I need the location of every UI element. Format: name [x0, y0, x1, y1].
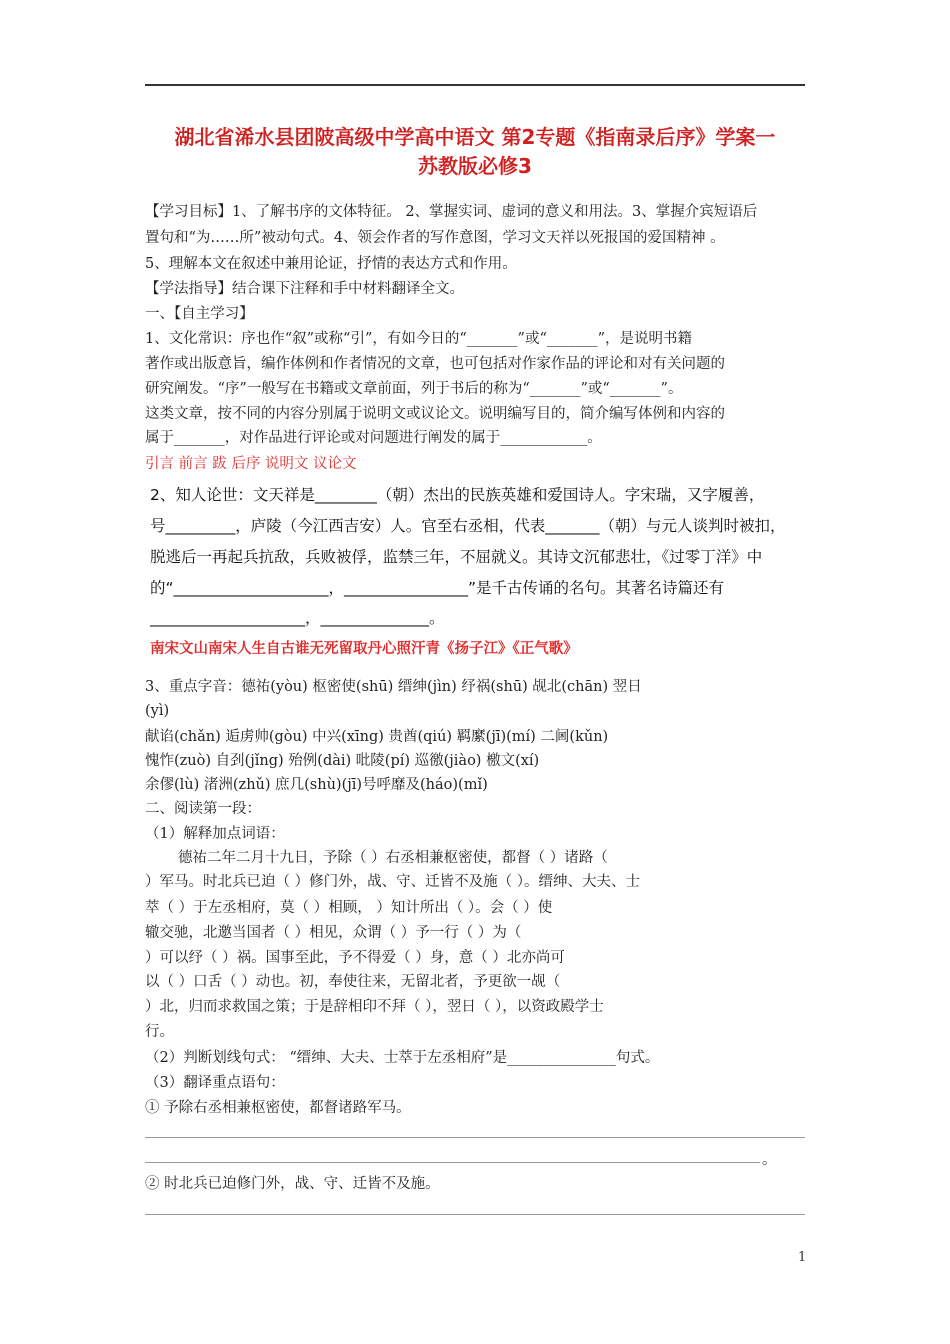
part1-line5: ）可以纾（ ）祸。国事至此，予不得爱（ ）身，意（ ）北亦尚可	[145, 950, 565, 966]
q1-line1: 1、文化常识：序也作“叙”或称“引”，有如今日的“_______”或“_______”，是说明书籍	[145, 331, 693, 347]
header-rule	[145, 84, 805, 86]
part3-heading: （3）翻译重点语句：	[145, 1075, 285, 1091]
answer-line-2[interactable]	[145, 1162, 760, 1163]
part1-line7: ）北，归而求救国之策；于是辞相印不拜（ ），翌日（ ），以资政殿学士	[145, 999, 604, 1015]
q1-line5: 属于_______，对作品进行评论或对问题进行阐发的属于____________。	[145, 430, 602, 446]
q1-line3: 研究阐发。“序”一般写在书籍或文章前面，列于书后的称为“_______”或“_______”。	[145, 381, 683, 397]
q1-answer: 引言 前言 跋 后序 说明文 议论文	[145, 456, 357, 472]
part1-line4: 辙交驰，北邀当国者（ ）相见，众谓（ ）予一行（ ）为（	[145, 925, 522, 941]
part1-line3: 萃（ ）于左丞相府，莫（ ）相顾， ）知计所出（ ）。会（ ）使	[145, 900, 553, 916]
part2-line: （2）判断划线句式： “缙绅、大夫、士萃于左丞相府”是_______________句式。	[145, 1050, 660, 1066]
doc-title-line2: 苏教版必修3	[418, 154, 532, 178]
q3-line5: 余僇(lù) 渚洲(zhǔ) 庶几(shù)(jī)号呼靡及(háo)(mǐ)	[145, 777, 488, 793]
q2-line1: 2、知人论世：文天祥是________（朝）杰出的民族英雄和爱国诗人。字宋瑞，又字履善，	[150, 486, 765, 504]
section-1-heading: 一、【自主学习】	[145, 306, 254, 322]
part1-line8: 行。	[145, 1024, 174, 1040]
q2-line3: 脱逃后一再起兵抗敌，兵败被俘，监禁三年，不屈就义。其诗文沉郁悲壮，《过零丁洋》中	[150, 548, 763, 566]
goals-line2: 置句和“为……所”被动句式。4、领会作者的写作意图，学习文天祥以死报国的爱国精神 。	[145, 230, 725, 246]
part1-line1: 德祐二年二月十九日，予除（ ）右丞相兼枢密使，都督（ ）诸路（	[178, 850, 608, 866]
q2-line2: 号_________，庐陵（今江西吉安）人。官至右丞相，代表_______（朝）与元人谈判时被扣，	[150, 517, 786, 535]
answer-line-2-end: 。	[762, 1152, 777, 1168]
part1-line6: 以（ ）口舌（ ）动也。初，奉使往来，无留北者，予更欲一觇（	[145, 974, 561, 990]
q3-line3: 献谄(chǎn) 逅虏帅(gòu) 中兴(xīng) 贵酋(qiú) 羁縻(jī)(mí) 二阃(kǔn)	[145, 729, 609, 745]
page-number: 1	[798, 1250, 807, 1265]
q1-line4: 这类文章，按不同的内容分别属于说明文或议论文。说明编写目的，简介编写体例和内容的	[145, 406, 725, 422]
q1-line2: 著作或出版意旨，编作体例和作者情况的文章，也可包括对作家作品的评论和对有关问题的	[145, 356, 725, 372]
goals-line1: 【学习目标】1、了解书序的文体特征。 2、掌握实词、虚词的意义和用法。3、掌握介宾短语后	[145, 204, 758, 220]
part1-heading: （1）解释加点词语：	[145, 826, 285, 842]
goals-line3: 5、理解本文在叙述中兼用论证，抒情的表达方式和作用。	[145, 256, 517, 272]
q2-answer: 南宋文山南宋人生自古谁无死留取丹心照汗青《扬子江》《正气歌》	[150, 641, 578, 657]
answer-line-1[interactable]	[145, 1137, 805, 1138]
answer-line-3[interactable]	[145, 1214, 805, 1215]
q2-line5: ____________________，______________。	[150, 609, 445, 627]
q3-line4: 愧怍(zuò) 自刭(jǐng) 殆例(dài) 吡陵(pí) 巡徼(jiào) 檄文(xí)	[145, 753, 540, 769]
q3-line1: 3、重点字音：德祐(yòu) 枢密使(shū) 缙绅(jìn) 纾祸(shū) 觇北(chān) 翌日	[145, 679, 642, 695]
section-2-heading: 二、阅读第一段：	[145, 801, 261, 817]
translate-sentence-2: ② 时北兵已迫修门外，战、守、迁皆不及施。	[145, 1176, 440, 1192]
translate-sentence-1: ① 予除右丞相兼枢密使，都督诸路军马。	[145, 1100, 411, 1116]
part1-line2: ）军马。时北兵已迫（ ）修门外，战、守、迁皆不及施（ ）。缙绅、大夫、士	[145, 874, 640, 890]
q3-line2: (yì)	[145, 703, 170, 719]
doc-title-line1: 湖北省浠水县团陂高级中学高中语文 第2专题《指南录后序》学案一	[174, 125, 776, 149]
q2-line4: 的“____________________，________________”是千古传诵的名句。其著名诗篇还有	[150, 579, 725, 597]
method-line: 【学法指导】结合课下注释和手中材料翻译全文。	[145, 281, 464, 297]
